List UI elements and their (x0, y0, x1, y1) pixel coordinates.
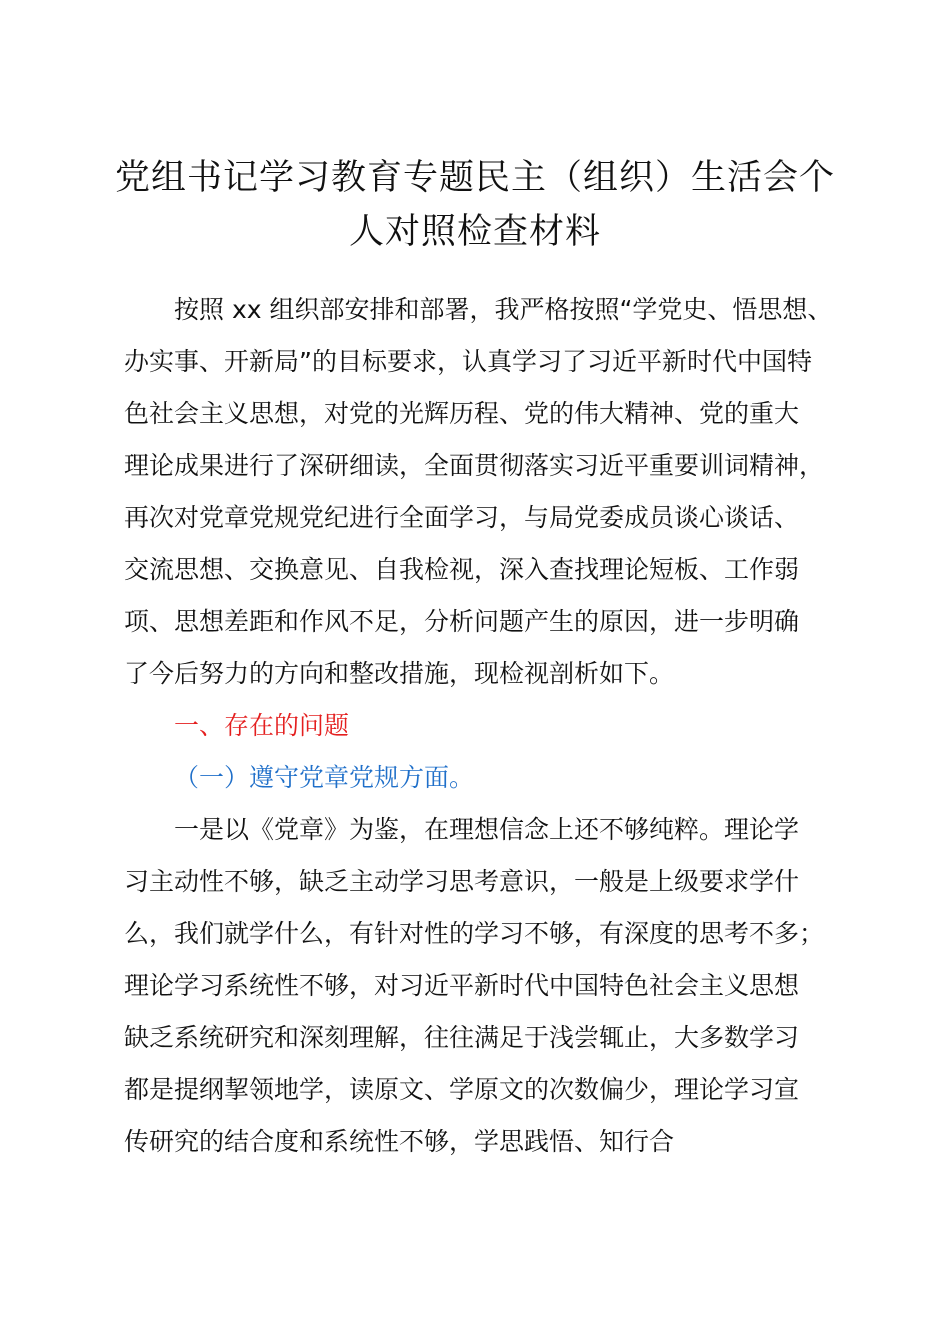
intro-line-2: 办实事、开新局”的目标要求，认真学习了习近平新时代中国特 (124, 347, 812, 376)
body-line-2: 习主动性不够，缺乏主动学习思考意识，一般是上级要求学什 (124, 867, 800, 896)
intro-line-5: 再次对党章党规党纪进行全面学习，与局党委成员谈心谈话、 (124, 503, 800, 532)
section-heading: 一、存在的问题 (174, 711, 350, 740)
intro-line-6: 交流思想、交换意见、自我检视，深入查找理论短板、工作弱 (124, 555, 800, 584)
body-line-7: 传研究的结合度和系统性不够，学思践悟、知行合 (124, 1127, 675, 1156)
document-title-line-2: 人对照检查材料 (348, 212, 601, 252)
subsection-heading: （一）遵守党章党规方面。 (174, 763, 475, 792)
intro-line-3: 色社会主义思想，对党的光辉历程、党的伟大精神、党的重大 (124, 399, 800, 428)
intro-line-4: 理论成果进行了深研细读，全面贯彻落实习近平重要训词精神， (124, 451, 825, 480)
intro-line-1: 按照 xx 组织部安排和部署，我严格按照“学党史、悟思想、 (174, 295, 833, 324)
body-line-6: 都是提纲挈领地学，读原文、学原文的次数偏少，理论学习宣 (124, 1075, 800, 1104)
body-line-5: 缺乏系统研究和深刻理解，往往满足于浅尝辄止，大多数学习 (124, 1023, 800, 1052)
body-line-4: 理论学习系统性不够，对习近平新时代中国特色社会主义思想 (124, 971, 800, 1000)
intro-line-8: 了今后努力的方向和整改措施，现检视剖析如下。 (124, 659, 675, 688)
document-title-line-1: 党组书记学习教育专题民主（组织）生活会个 (114, 158, 835, 198)
intro-line-7: 项、思想差距和作风不足，分析问题产生的原因，进一步明确 (124, 607, 800, 636)
body-line-3: 么，我们就学什么，有针对性的学习不够，有深度的思考不多； (124, 919, 825, 948)
body-line-1: 一是以《党章》为鉴，在理想信念上还不够纯粹。理论学 (174, 815, 800, 844)
